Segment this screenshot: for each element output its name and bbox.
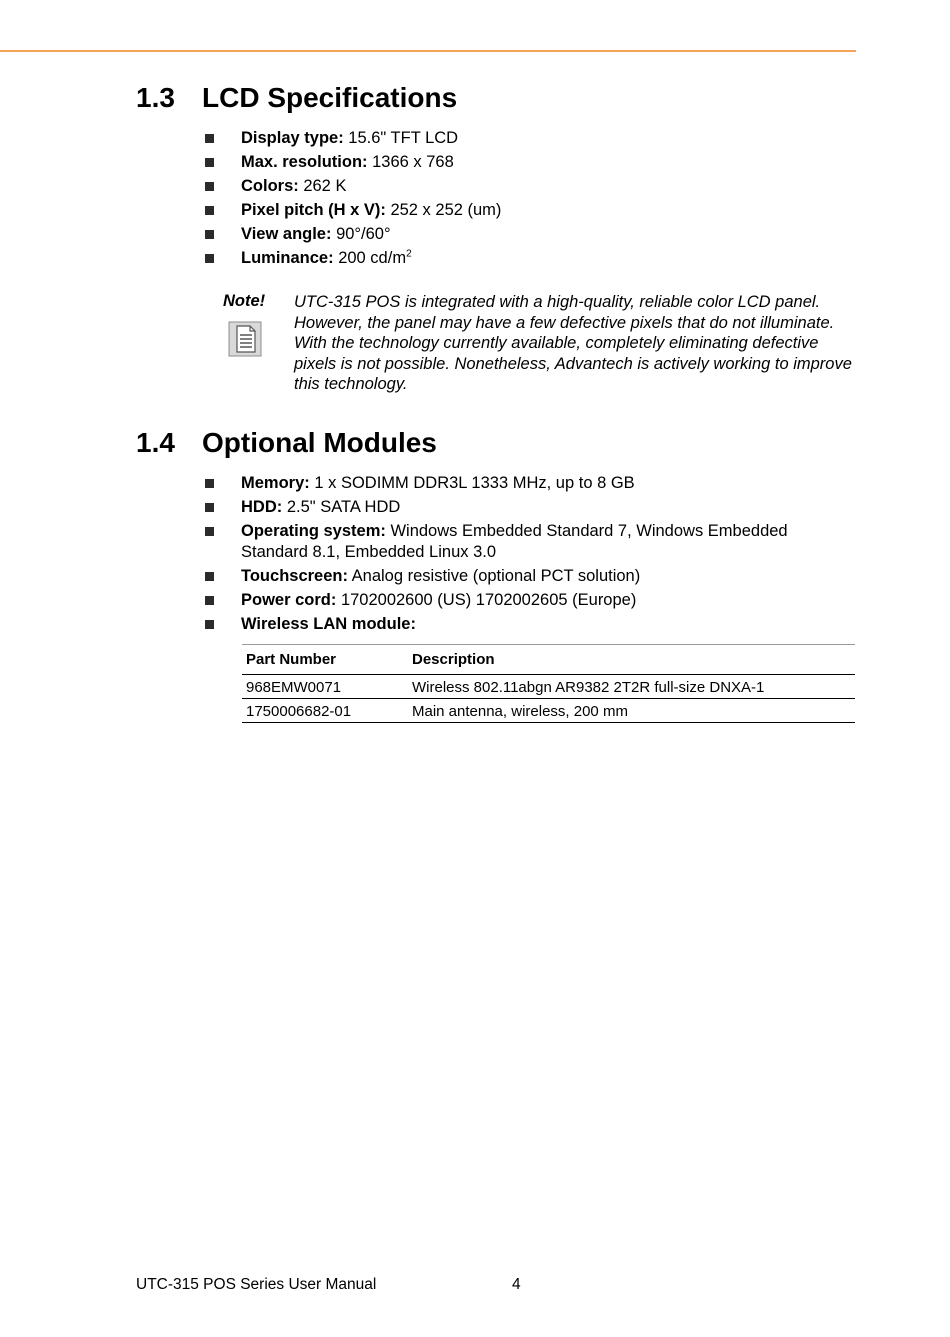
note-label: Note! bbox=[223, 292, 266, 310]
section-heading-optional-modules bbox=[136, 427, 437, 459]
spec-key: Memory: bbox=[241, 474, 310, 492]
spec-key: Touchscreen: bbox=[241, 567, 348, 585]
table-header-row bbox=[242, 645, 855, 675]
list-item bbox=[205, 200, 855, 221]
section-number: 1.4 bbox=[136, 427, 175, 458]
document-icon bbox=[228, 321, 262, 357]
optional-modules-list bbox=[205, 473, 855, 638]
list-item bbox=[205, 473, 855, 494]
spec-value: 15.6" TFT LCD bbox=[343, 129, 459, 147]
list-item bbox=[205, 521, 855, 563]
list-item bbox=[205, 224, 855, 245]
header-rule bbox=[0, 50, 856, 52]
spec-value: 200 cd/m bbox=[333, 249, 407, 267]
table-cell-part-number: 1750006682-01 bbox=[242, 699, 408, 723]
spec-key: Power cord: bbox=[241, 591, 337, 609]
spec-key: Display type: bbox=[241, 129, 344, 147]
list-item bbox=[205, 566, 855, 587]
table-row bbox=[242, 699, 855, 723]
list-item bbox=[205, 614, 855, 635]
spec-value: 1 x SODIMM DDR3L 1333 MHz, up to 8 GB bbox=[309, 474, 635, 492]
spec-key: Pixel pitch (H x V): bbox=[241, 201, 386, 219]
list-item bbox=[205, 176, 855, 197]
column-header-part-number: Part Number bbox=[242, 645, 408, 675]
spec-value: 1366 x 768 bbox=[367, 153, 454, 171]
table-row bbox=[242, 675, 855, 699]
list-item bbox=[205, 248, 855, 269]
spec-value: 1702002600 (US) 1702002605 (Europe) bbox=[336, 591, 637, 609]
table-cell-description: Main antenna, wireless, 200 mm bbox=[408, 699, 855, 723]
note-text: UTC-315 POS is integrated with a high-quality, reliable color LCD panel. However, the panel may have a few defective pixels that do not illuminate. With the technology currently available, completely eliminating defective pixels is not possible. Nonetheless, Advantech is actively working to improve this technology. bbox=[294, 293, 852, 393]
list-item bbox=[205, 590, 855, 611]
superscript: 2 bbox=[406, 248, 412, 260]
spec-value: 262 K bbox=[298, 177, 347, 195]
spec-key: Luminance: bbox=[241, 249, 334, 267]
section-title: Optional Modules bbox=[202, 427, 437, 458]
list-item bbox=[205, 152, 855, 173]
spec-key: HDD: bbox=[241, 498, 283, 516]
spec-key: Max. resolution: bbox=[241, 153, 368, 171]
spec-value: Windows Embedded Standard 7, Windows Embedded Standard 8.1, Embedded Linux 3.0 bbox=[241, 522, 788, 561]
table-cell-description: Wireless 802.11abgn AR9382 2T2R full-size DNXA-1 bbox=[408, 675, 855, 699]
spec-value: 2.5" SATA HDD bbox=[282, 498, 401, 516]
lcd-spec-list bbox=[205, 128, 855, 272]
spec-value: Analog resistive (optional PCT solution) bbox=[347, 567, 641, 585]
spec-value: 252 x 252 (um) bbox=[385, 201, 502, 219]
table-cell-part-number: 968EMW0071 bbox=[242, 675, 408, 699]
spec-value: 90°/60° bbox=[331, 225, 391, 243]
section-title: LCD Specifications bbox=[202, 82, 458, 113]
column-header-description: Description bbox=[408, 645, 855, 675]
list-item bbox=[205, 497, 855, 518]
footer-manual-title: UTC-315 POS Series User Manual bbox=[136, 1276, 377, 1293]
spec-key: Wireless LAN module: bbox=[241, 615, 416, 633]
section-heading-lcd-specifications bbox=[136, 82, 457, 114]
page-number: 4 bbox=[512, 1276, 521, 1293]
list-item bbox=[205, 128, 855, 149]
spec-key: Operating system: bbox=[241, 522, 386, 540]
spec-key: View angle: bbox=[241, 225, 332, 243]
spec-key: Colors: bbox=[241, 177, 299, 195]
section-number: 1.3 bbox=[136, 82, 175, 113]
wlan-parts-table bbox=[242, 644, 855, 723]
